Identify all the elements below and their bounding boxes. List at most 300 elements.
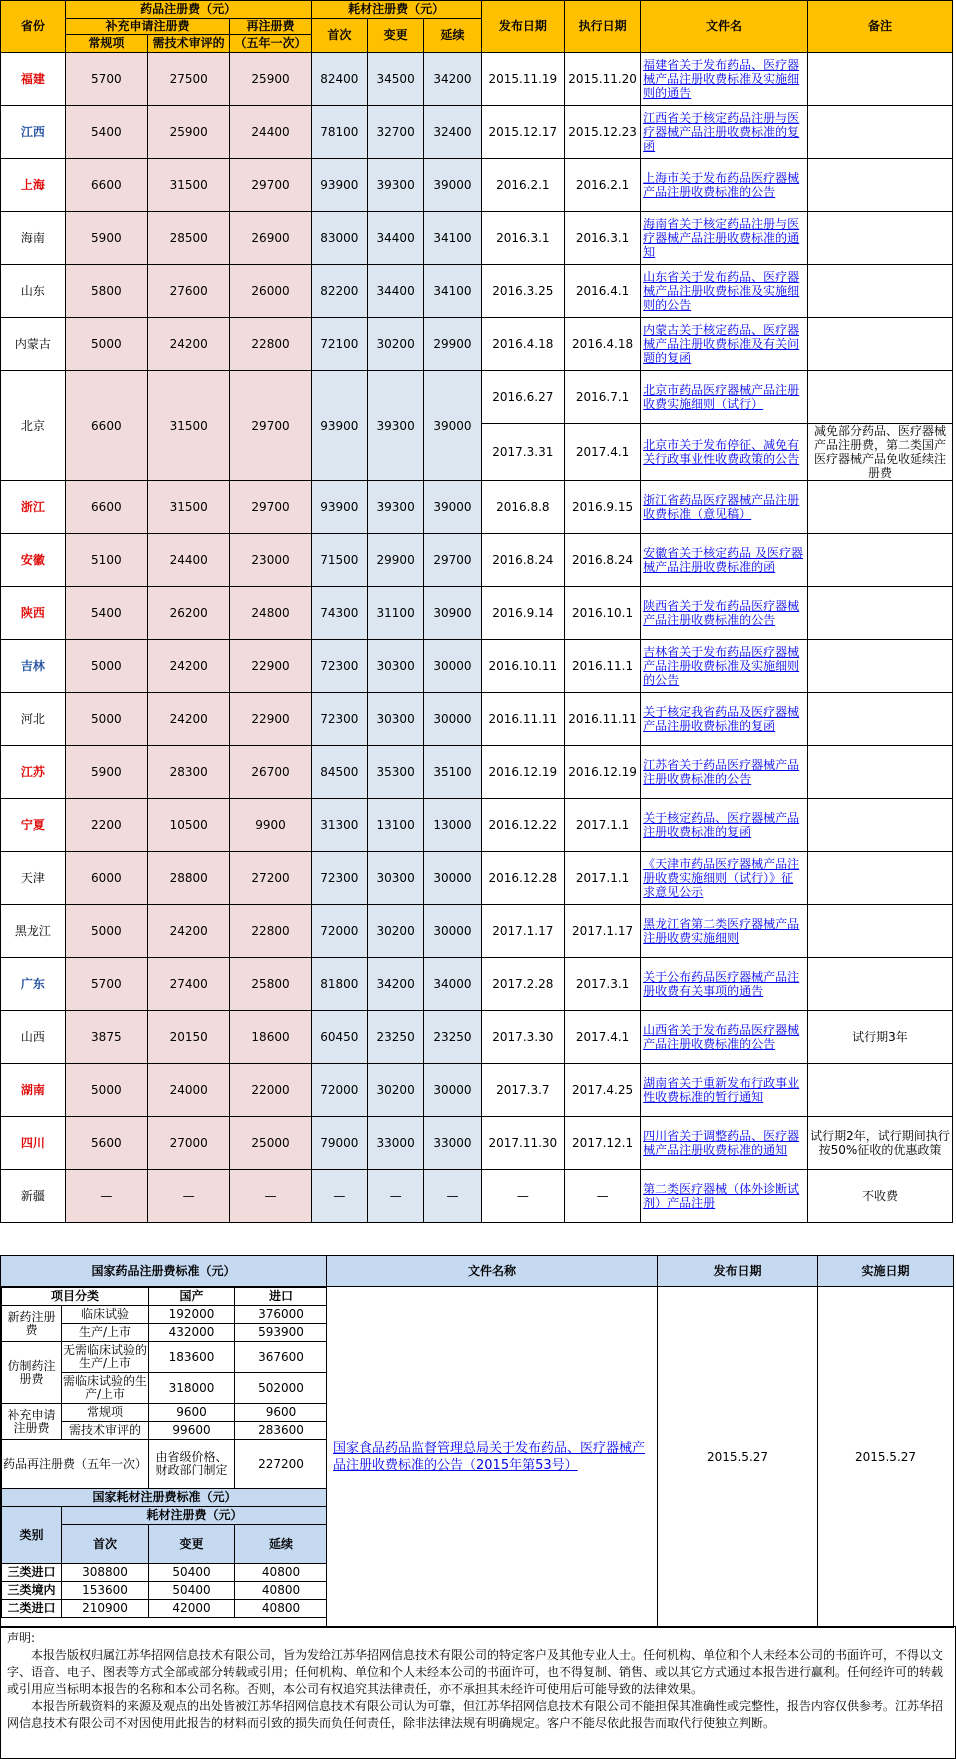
- fee-extend: 30000: [424, 640, 481, 693]
- fee-re-register: 22000: [230, 1064, 311, 1117]
- consumable-row: [2, 1564, 327, 1582]
- fee-regular: 5000: [65, 318, 147, 371]
- fee-tech-review: 24200: [148, 905, 230, 958]
- fee-change: 32700: [367, 106, 423, 159]
- fee-extend: 33000: [424, 1117, 481, 1170]
- fee-first: 93900: [311, 371, 367, 481]
- doc-link[interactable]: 山东省关于发布药品、医疗器械产品注册收费标准及实施细则的公告: [643, 270, 800, 312]
- fee-first: 84500: [311, 746, 367, 799]
- doc-link[interactable]: 福建省关于发布药品、医疗器械产品注册收费标准及实施细则的通告: [643, 58, 800, 100]
- value: 153600: [62, 1582, 149, 1600]
- province-name: 山西: [1, 1011, 66, 1064]
- value: 40800: [235, 1582, 327, 1600]
- fee-tech-review: 31500: [148, 481, 230, 534]
- exec-date: —: [565, 1170, 641, 1223]
- remark: [807, 1064, 952, 1117]
- province-name: 河北: [1, 693, 66, 746]
- province-name: 陕西: [1, 587, 66, 640]
- publish-date: 2015.12.17: [481, 106, 564, 159]
- fee-re-register: 26000: [230, 265, 311, 318]
- value: 210900: [62, 1600, 149, 1618]
- exec-date: 2017.4.1: [565, 1011, 641, 1064]
- province-name: 江西: [1, 106, 66, 159]
- fee-re-register: 22900: [230, 693, 311, 746]
- header-exec-date: 执行日期: [565, 1, 641, 53]
- fee-re-register: 27200: [230, 852, 311, 905]
- doc-link[interactable]: 陕西省关于发布药品医疗器械产品注册收费标准的公告: [643, 599, 800, 627]
- fee-regular: 6600: [65, 371, 147, 481]
- production-label: 生产/上市: [62, 1324, 149, 1342]
- fee-first: 93900: [311, 159, 367, 212]
- doc-link[interactable]: 四川省关于调整药品、医疗器械产品注册收费标准的通知: [643, 1129, 800, 1157]
- province-row: [1, 587, 953, 640]
- publish-date: 2016.8.8: [481, 481, 564, 534]
- fee-change: 30300: [367, 693, 423, 746]
- fee-extend: 39000: [424, 371, 481, 481]
- disclaimer-paragraph: 本报告所载资料的来源及观点的出处皆被江苏华招网信息技术有限公司认为可靠，但江苏华招网信息技术有限公司不能担保其准确性或完整性，报告内容仅供参考。江苏华招网信息技术有限公司不对因使用此报告的材料而引致的损失而负任何责任，除非法律法规有明确规定。客户不能尽依此报告而取代行使独立判断。: [7, 1699, 944, 1730]
- fee-tech-review: 24000: [148, 1064, 230, 1117]
- fee-first: 82200: [311, 265, 367, 318]
- exec-date: 2016.7.1: [565, 371, 641, 424]
- remark: [807, 212, 952, 265]
- fee-regular: 5700: [65, 958, 147, 1011]
- doc-link[interactable]: 北京市关于发布停征、减免有关行政事业性收费政策的公告: [643, 438, 800, 466]
- exec-date: 2017.1.1: [565, 799, 641, 852]
- exec-date: 2015.12.23: [565, 106, 641, 159]
- doc-link[interactable]: 海南省关于核定药品注册与医疗器械产品注册收费标准的通知: [643, 217, 800, 259]
- header-remark: 备注: [807, 1, 952, 53]
- remark: [807, 693, 952, 746]
- doc-link[interactable]: 上海市关于发布药品医疗器械产品注册收费标准的公告: [643, 171, 800, 199]
- fee-extend: 30000: [424, 852, 481, 905]
- province-name: 新疆: [1, 1170, 66, 1223]
- publish-date: 2017.2.28: [481, 958, 564, 1011]
- doc-name-header: 文件名称: [327, 1256, 658, 1287]
- exec-date: 2017.1.1: [565, 852, 641, 905]
- province-row: [1, 106, 953, 159]
- fee-re-register: 26900: [230, 212, 311, 265]
- fee-extend: 34000: [424, 958, 481, 1011]
- generic-label: 仿制药注册费: [2, 1342, 62, 1404]
- doc-link[interactable]: 浙江省药品医疗器械产品注册收费标准（意见稿）: [643, 493, 800, 521]
- fee-change: 30200: [367, 905, 423, 958]
- exec-date: 2016.8.24: [565, 534, 641, 587]
- fee-change: —: [367, 1170, 423, 1223]
- publish-date: —: [481, 1170, 564, 1223]
- header-change: 变更: [367, 19, 423, 53]
- national-standard-table: [0, 1255, 954, 1628]
- value: 40800: [235, 1564, 327, 1582]
- fee-extend: —: [424, 1170, 481, 1223]
- publish-date: 2017.1.17: [481, 905, 564, 958]
- fee-first: 74300: [311, 587, 367, 640]
- header-extend: 延续: [424, 19, 481, 53]
- fee-tech-review: 28300: [148, 746, 230, 799]
- doc-link[interactable]: 第二类医疗器械（体外诊断试剂）产品注册: [643, 1182, 800, 1210]
- fee-first: 72300: [311, 693, 367, 746]
- fee-extend: 34100: [424, 265, 481, 318]
- exec-date: 2017.3.1: [565, 958, 641, 1011]
- category-name: 三类境内: [2, 1582, 62, 1600]
- publish-date: 2017.3.31: [481, 424, 564, 481]
- fee-change: 30200: [367, 318, 423, 371]
- remark: [807, 106, 952, 159]
- fee-change: 13100: [367, 799, 423, 852]
- value: 593900: [235, 1324, 327, 1342]
- fee-re-register: 26700: [230, 746, 311, 799]
- doc-link[interactable]: 湖南省关于重新发布行政事业性收费标准的暂行通知: [643, 1076, 800, 1104]
- province-name: 内蒙古: [1, 318, 66, 371]
- exec-date: 2017.1.17: [565, 905, 641, 958]
- fee-first: 31300: [311, 799, 367, 852]
- fee-first: 93900: [311, 481, 367, 534]
- fee-tech-review: 31500: [148, 159, 230, 212]
- publish-date: 2016.3.25: [481, 265, 564, 318]
- fee-re-register: 25000: [230, 1117, 311, 1170]
- remark: 不收费: [807, 1170, 952, 1223]
- header-five-year: （五年一次）: [230, 35, 311, 53]
- publish-date: 2016.12.19: [481, 746, 564, 799]
- province-row: [1, 905, 953, 958]
- tech-label: 需技术审评的: [62, 1422, 149, 1440]
- remark: [807, 159, 952, 212]
- fee-change: 33000: [367, 1117, 423, 1170]
- doc-link[interactable]: 吉林省关于发布药品医疗器械产品注册收费标准及实施细则的公告: [643, 645, 800, 687]
- fee-regular: 5100: [65, 534, 147, 587]
- province-name: 吉林: [1, 640, 66, 693]
- publish-date: 2016.4.18: [481, 318, 564, 371]
- remark: [807, 481, 952, 534]
- clinical-label: 临床试验: [62, 1306, 149, 1324]
- fee-change: 31100: [367, 587, 423, 640]
- province-name: 江苏: [1, 746, 66, 799]
- category-name: 二类进口: [2, 1600, 62, 1618]
- no-clinical-label: 无需临床试验的生产/上市: [62, 1342, 149, 1373]
- exec-date: 2017.4.1: [565, 424, 641, 481]
- doc-link[interactable]: 黑龙江省第二类医疗器械产品注册收费实施细则: [643, 917, 800, 945]
- fee-tech-review: 26200: [148, 587, 230, 640]
- fee-re-register: 24400: [230, 106, 311, 159]
- doc-link[interactable]: 关于公布药品医疗器械产品注册收费有关事项的通告: [643, 970, 800, 998]
- fee-first: 72300: [311, 852, 367, 905]
- fee-tech-review: 10500: [148, 799, 230, 852]
- province-row: [1, 1170, 953, 1223]
- value: 227200: [235, 1440, 327, 1489]
- province-name: 黑龙江: [1, 905, 66, 958]
- fee-change: 34400: [367, 265, 423, 318]
- remark: [807, 587, 952, 640]
- remark: [807, 905, 952, 958]
- fee-extend: 30900: [424, 587, 481, 640]
- fee-tech-review: 24200: [148, 693, 230, 746]
- fee-re-register: 29700: [230, 481, 311, 534]
- fee-change: 34200: [367, 958, 423, 1011]
- doc-link[interactable]: 江苏省关于药品医疗器械产品注册收费标准的公告: [643, 758, 800, 786]
- change-header: 变更: [149, 1525, 235, 1564]
- province-row: [1, 159, 953, 212]
- publish-date: 2016.2.1: [481, 159, 564, 212]
- fee-regular: 3875: [65, 1011, 147, 1064]
- fee-tech-review: —: [148, 1170, 230, 1223]
- province-row: [1, 212, 953, 265]
- fee-extend: 39000: [424, 481, 481, 534]
- province-row: [1, 53, 953, 106]
- fee-regular: 6600: [65, 159, 147, 212]
- fee-regular: 5900: [65, 212, 147, 265]
- fee-re-register: 29700: [230, 159, 311, 212]
- fee-re-register: 9900: [230, 799, 311, 852]
- fee-extend: 32400: [424, 106, 481, 159]
- remark: 试行期2年，试行期间执行按50%征收的优惠政策: [807, 1117, 952, 1170]
- fee-first: 81800: [311, 958, 367, 1011]
- header-tech-review: 需技术审评的: [148, 35, 230, 53]
- province-name: 天津: [1, 852, 66, 905]
- value: 9600: [149, 1404, 235, 1422]
- fee-re-register: —: [230, 1170, 311, 1223]
- exec-date: 2016.3.1: [565, 212, 641, 265]
- fee-extend: 39000: [424, 159, 481, 212]
- fee-extend: 29700: [424, 534, 481, 587]
- remark: [807, 318, 952, 371]
- doc-link[interactable]: 关于核定药品、医疗器械产品注册收费标准的复函: [643, 811, 800, 839]
- new-drug-label: 新药注册费: [2, 1306, 62, 1342]
- fee-re-register: 22900: [230, 640, 311, 693]
- fee-first: 60450: [311, 1011, 367, 1064]
- publish-date: 2016.3.1: [481, 212, 564, 265]
- supplement-label: 补充申请注册费: [2, 1404, 62, 1440]
- fee-tech-review: 25900: [148, 106, 230, 159]
- value: 50400: [149, 1582, 235, 1600]
- remark: [807, 371, 952, 424]
- national-consumable-title: 国家耗材注册费标准（元）: [2, 1489, 327, 1507]
- exec-date: 2016.2.1: [565, 159, 641, 212]
- fee-first: 79000: [311, 1117, 367, 1170]
- header-consumable-fee: 耗材注册费（元）: [311, 1, 481, 19]
- regular-label: 常规项: [62, 1404, 149, 1422]
- fee-change: 34500: [367, 53, 423, 106]
- fee-change: 39300: [367, 371, 423, 481]
- value: 318000: [149, 1373, 235, 1404]
- category-name: 三类进口: [2, 1564, 62, 1582]
- exec-date: 2017.4.25: [565, 1064, 641, 1117]
- fee-extend: 34100: [424, 212, 481, 265]
- fee-tech-review: 27000: [148, 1117, 230, 1170]
- fee-tech-review: 24200: [148, 318, 230, 371]
- fee-tech-review: 31500: [148, 371, 230, 481]
- exec-date: 2016.4.1: [565, 265, 641, 318]
- fee-re-register: 24800: [230, 587, 311, 640]
- value: 367600: [235, 1342, 327, 1373]
- fee-first: 72000: [311, 905, 367, 958]
- value: 50400: [149, 1564, 235, 1582]
- consumable-row: [2, 1600, 327, 1618]
- exec-date: 2015.11.20: [565, 53, 641, 106]
- province-row: [1, 534, 953, 587]
- fee-first: 71500: [311, 534, 367, 587]
- fee-change: 29900: [367, 534, 423, 587]
- value: 376000: [235, 1306, 327, 1324]
- doc-link[interactable]: 北京市药品医疗器械产品注册收费实施细则（试行）: [643, 383, 800, 411]
- exec-date: 2016.9.15: [565, 481, 641, 534]
- province-name: 山东: [1, 265, 66, 318]
- remark: [807, 746, 952, 799]
- fee-regular: 5400: [65, 587, 147, 640]
- fee-change: 30300: [367, 852, 423, 905]
- value: 192000: [149, 1306, 235, 1324]
- doc-link[interactable]: 《天津市药品医疗器械产品注册收费实施细则（试行）》征求意见公示: [643, 857, 800, 899]
- disclaimer: [0, 1626, 956, 1759]
- publish-date: 2016.11.11: [481, 693, 564, 746]
- value: 183600: [149, 1342, 235, 1373]
- value: 9600: [235, 1404, 327, 1422]
- fee-regular: 5000: [65, 640, 147, 693]
- exec-date: 2017.12.1: [565, 1117, 641, 1170]
- value: 308800: [62, 1564, 149, 1582]
- fee-re-register: 25800: [230, 958, 311, 1011]
- publish-date: 2017.3.7: [481, 1064, 564, 1117]
- domestic-header: 国产: [149, 1288, 235, 1306]
- fee-first: 82400: [311, 53, 367, 106]
- province-name: 四川: [1, 1117, 66, 1170]
- province-row: [1, 1117, 953, 1170]
- header-first: 首次: [311, 19, 367, 53]
- fee-tech-review: 27500: [148, 53, 230, 106]
- remark: [807, 799, 952, 852]
- fee-first: 72100: [311, 318, 367, 371]
- fee-first: 72300: [311, 640, 367, 693]
- remark: [807, 265, 952, 318]
- publish-date: 2017.3.30: [481, 1011, 564, 1064]
- consumable-row: [2, 1582, 327, 1600]
- fee-change: 30200: [367, 1064, 423, 1117]
- fee-regular: 5900: [65, 746, 147, 799]
- province-row: [1, 481, 953, 534]
- fee-regular: 6600: [65, 481, 147, 534]
- consumable-fee-header: 耗材注册费（元）: [62, 1507, 327, 1525]
- province-name: 福建: [1, 53, 66, 106]
- province-name: 广东: [1, 958, 66, 1011]
- fee-re-register: 22800: [230, 318, 311, 371]
- header-drug-fee: 药品注册费（元）: [65, 1, 311, 19]
- exec-date: 2016.10.1: [565, 587, 641, 640]
- fee-re-register: 23000: [230, 534, 311, 587]
- province-row: [1, 746, 953, 799]
- publish-date: 2015.11.19: [481, 53, 564, 106]
- disclaimer-paragraph: 本报告版权归属江苏华招网信息技术有限公司，旨为发给江苏华招网信息技术有限公司的特定客户及其他专业人士。任何机构、单位和个人未经本公司的书面许可，不得以文字、语音、电子、图表等方式全部或部分转载或引用；任何机构、单位和个人未经本公司的书面许可，也不得复制、销售、或以其它方式通过本报告进行赢利。任何经许可的转载或引用应当标明本报告的名称和本公司名称。否则，本公司有权追究其法律责任，亦不承担其未经许可使用后可能导致的法律效果。: [7, 1648, 944, 1696]
- fee-re-register: 18600: [230, 1011, 311, 1064]
- remark: [807, 958, 952, 1011]
- fee-tech-review: 27400: [148, 958, 230, 1011]
- fee-regular: 5600: [65, 1117, 147, 1170]
- fee-extend: 34200: [424, 53, 481, 106]
- province-name: 湖南: [1, 1064, 66, 1117]
- national-drug-title: 国家药品注册费标准（元）: [1, 1256, 327, 1287]
- national-drug-fee-table: [1, 1287, 327, 1618]
- doc-link[interactable]: 江西省关于核定药品注册与医疗器械产品注册收费标准的复函: [643, 111, 800, 153]
- re-register-label: 药品再注册费（五年一次）: [2, 1440, 149, 1489]
- fee-regular: 6000: [65, 852, 147, 905]
- remark: [807, 640, 952, 693]
- header-re-register: 再注册费: [230, 19, 311, 35]
- fee-extend: 13000: [424, 799, 481, 852]
- value: 432000: [149, 1324, 235, 1342]
- remark: [807, 53, 952, 106]
- fee-regular: 5700: [65, 53, 147, 106]
- fee-tech-review: 28800: [148, 852, 230, 905]
- national-doc-link[interactable]: 国家食品药品监督管理总局关于发布药品、医疗器械产品注册收费标准的公告（2015年第53号）: [333, 1441, 646, 1473]
- first-header: 首次: [62, 1525, 149, 1564]
- fee-tech-review: 24400: [148, 534, 230, 587]
- disclaimer-title: 声明:: [7, 1631, 36, 1645]
- doc-link[interactable]: 山西省关于发布药品医疗器械产品注册收费标准的公告: [643, 1023, 800, 1051]
- fee-extend: 29900: [424, 318, 481, 371]
- province-name: 上海: [1, 159, 66, 212]
- header-publish-date: 发布日期: [481, 1, 564, 53]
- fee-tech-review: 27600: [148, 265, 230, 318]
- header-regular: 常规项: [65, 35, 147, 53]
- province-name: 安徽: [1, 534, 66, 587]
- doc-link[interactable]: 安徽省关于核定药品 及医疗器械产品注册收费标准的函: [643, 546, 803, 574]
- doc-link[interactable]: 关于核定我省药品及医疗器械产品注册收费标准的复函: [643, 705, 800, 733]
- fee-extend: 30000: [424, 693, 481, 746]
- fee-regular: 5000: [65, 905, 147, 958]
- province-row: [1, 958, 953, 1011]
- fee-change: 30300: [367, 640, 423, 693]
- fee-re-register: 22800: [230, 905, 311, 958]
- fee-tech-review: 20150: [148, 1011, 230, 1064]
- province-row: [1, 640, 953, 693]
- value: 502000: [235, 1373, 327, 1404]
- fee-regular: 5800: [65, 265, 147, 318]
- province-name: 浙江: [1, 481, 66, 534]
- header-doc-name: 文件名: [641, 1, 808, 53]
- remark: [807, 852, 952, 905]
- province-name: 北京: [1, 371, 66, 481]
- category-header: 类别: [2, 1507, 62, 1564]
- publish-date: 2016.8.24: [481, 534, 564, 587]
- national-impl-date: 2015.5.27: [818, 1287, 954, 1628]
- province-row: [1, 1011, 953, 1064]
- need-clinical-label: 需临床试验的生产/上市: [62, 1373, 149, 1404]
- province-row: [1, 799, 953, 852]
- item-class-header: 项目分类: [2, 1288, 149, 1306]
- fee-extend: 35100: [424, 746, 481, 799]
- fee-re-register: 25900: [230, 53, 311, 106]
- fee-regular: 5000: [65, 693, 147, 746]
- fee-extend: 30000: [424, 905, 481, 958]
- exec-date: 2016.11.11: [565, 693, 641, 746]
- doc-link[interactable]: 内蒙古关于核定药品、医疗器械产品注册收费标准及有关问题的复函: [643, 323, 800, 365]
- exec-date: 2016.11.1: [565, 640, 641, 693]
- fee-first: 83000: [311, 212, 367, 265]
- remark: [807, 534, 952, 587]
- fee-change: 34400: [367, 212, 423, 265]
- fee-extend: 23250: [424, 1011, 481, 1064]
- fee-change: 39300: [367, 159, 423, 212]
- value: 283600: [235, 1422, 327, 1440]
- import-header: 进口: [235, 1288, 327, 1306]
- impl-date-header: 实施日期: [818, 1256, 954, 1287]
- value: 40800: [235, 1600, 327, 1618]
- province-row: [1, 265, 953, 318]
- fee-tech-review: 28500: [148, 212, 230, 265]
- remark: 减免部分药品、医疗器械产品注册费，第二类国产医疗器械产品免收延续注册费: [807, 424, 952, 481]
- fee-change: 35300: [367, 746, 423, 799]
- publish-date: 2016.12.28: [481, 852, 564, 905]
- fee-change: 23250: [367, 1011, 423, 1064]
- fee-regular: 5000: [65, 1064, 147, 1117]
- publish-date: 2016.6.27: [481, 371, 564, 424]
